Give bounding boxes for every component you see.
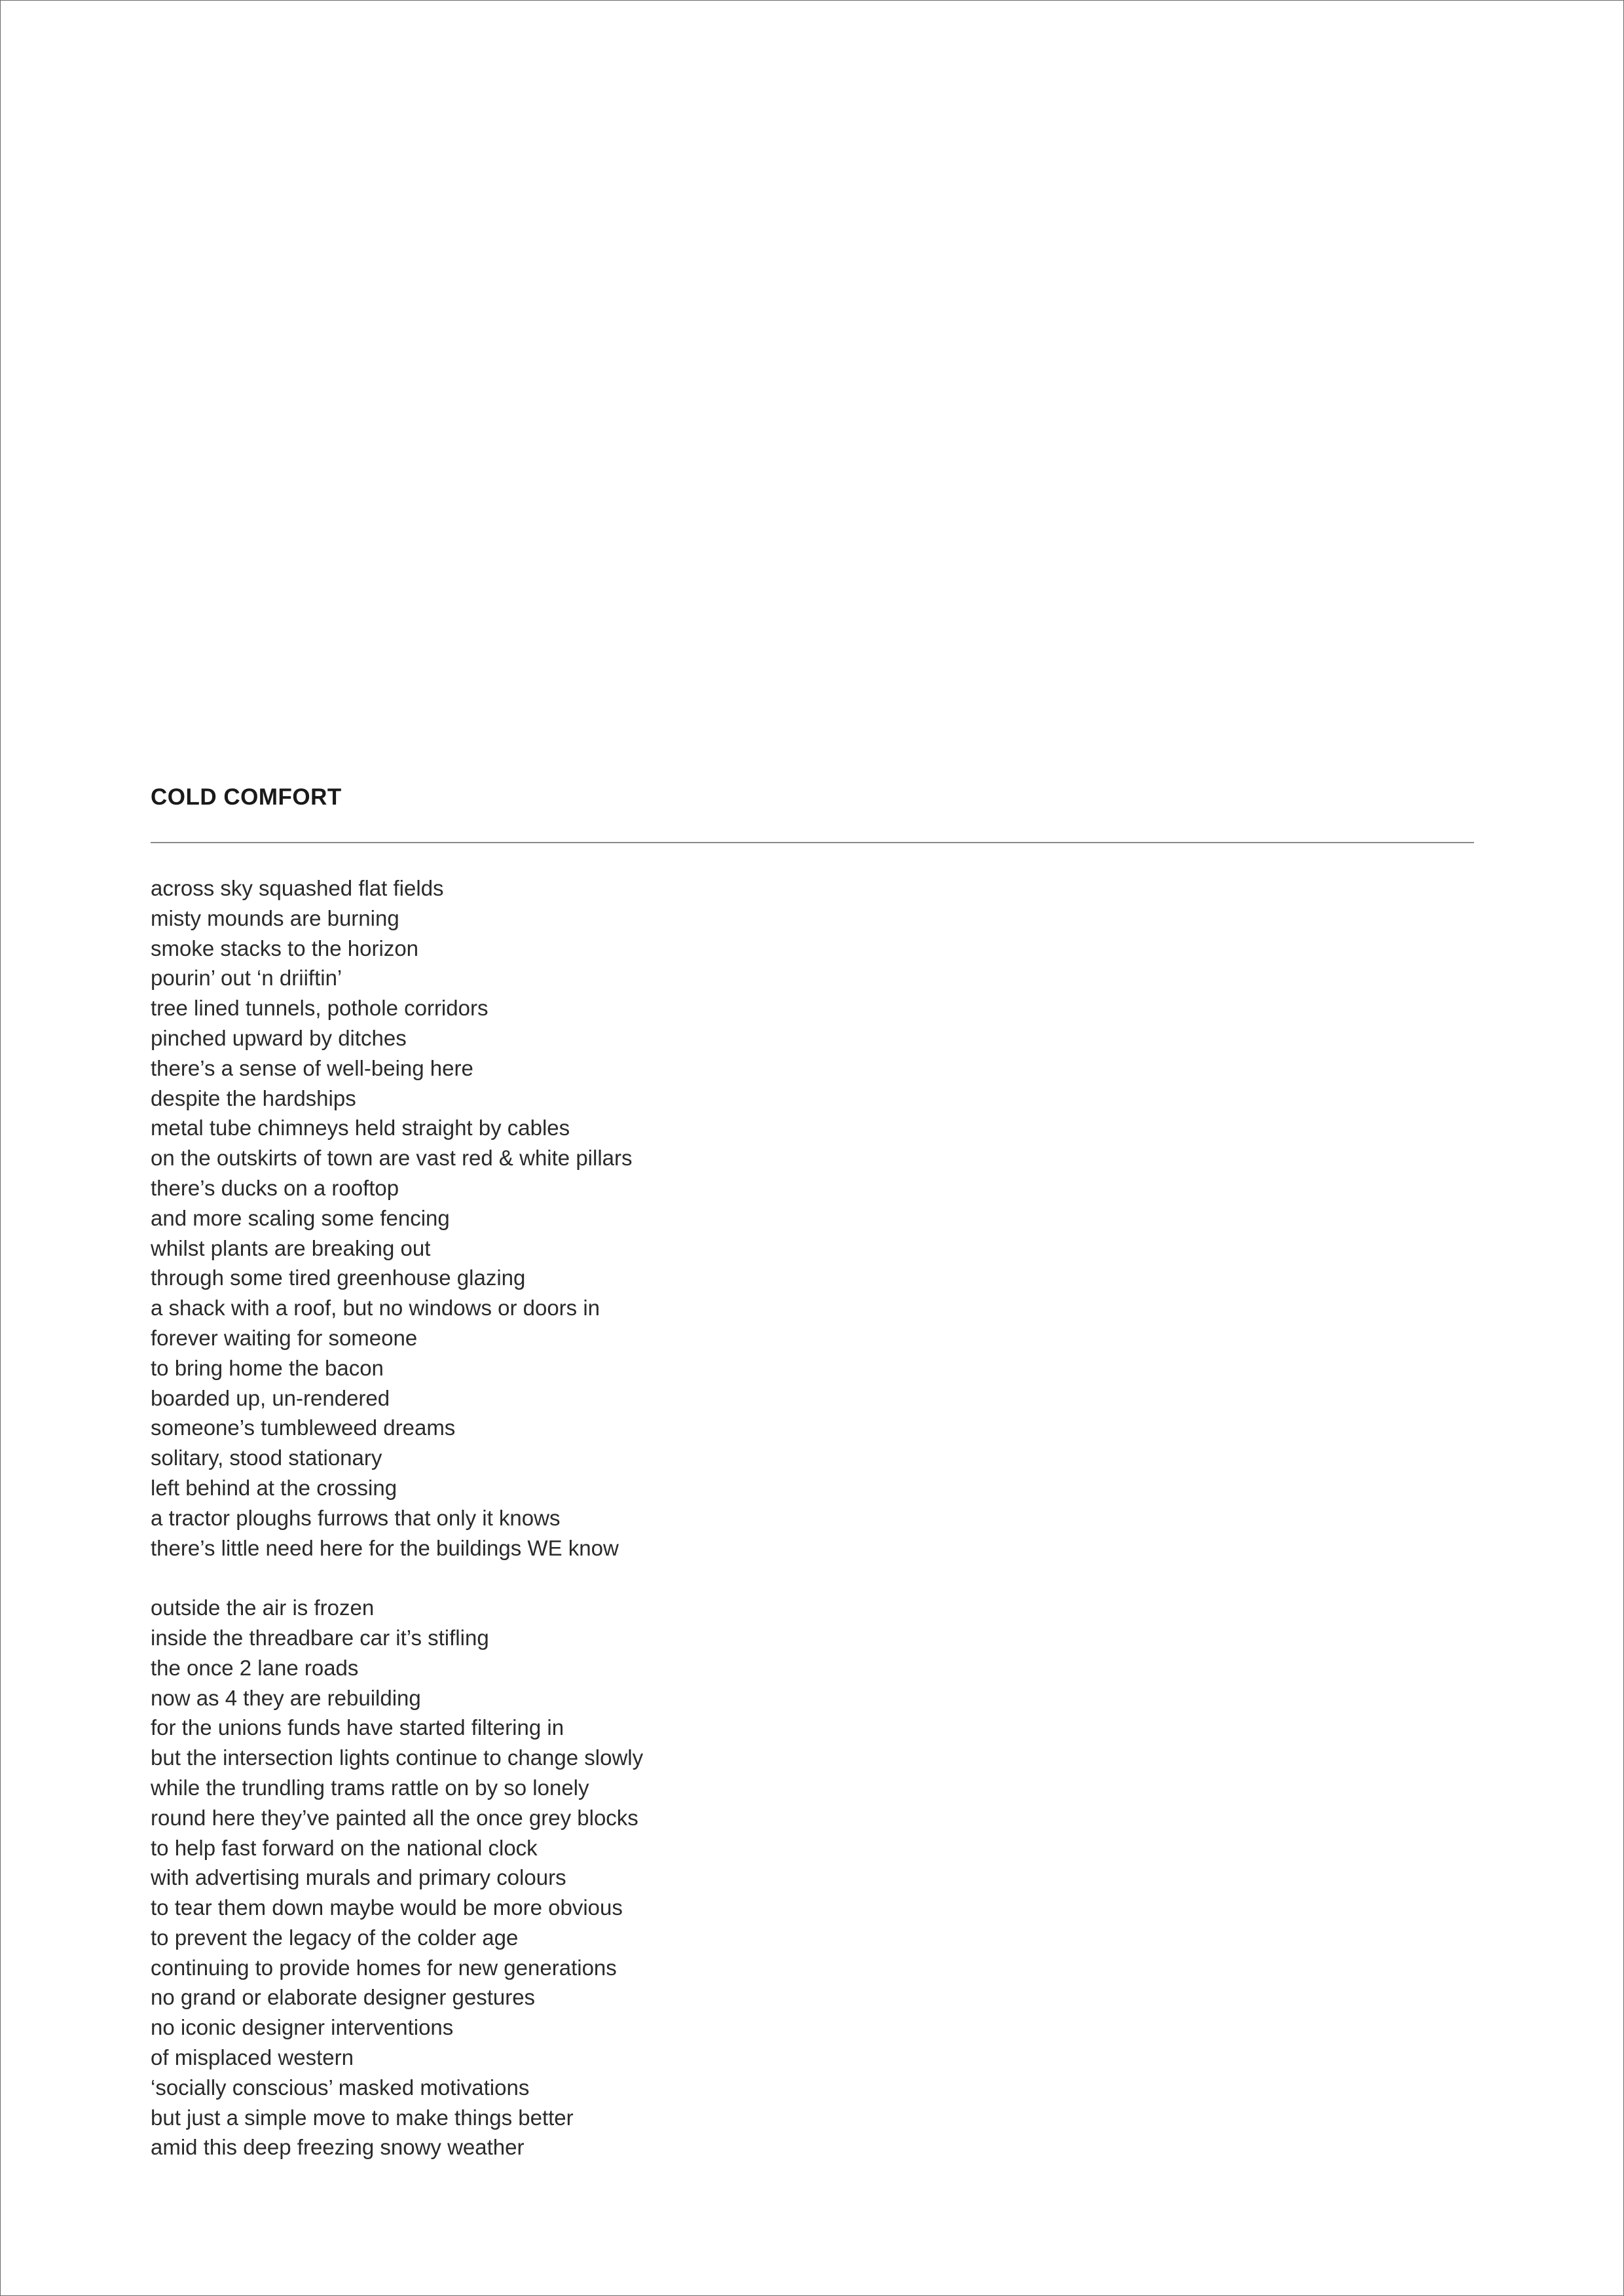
poem-line: a tractor ploughs furrows that only it knows xyxy=(151,1505,561,1530)
poem-line: there’s little need here for the buildings WE know xyxy=(151,1535,619,1560)
poem-line: round here they’ve painted all the once grey blocks xyxy=(151,1805,638,1830)
poem-line: for the unions funds have started filtering in xyxy=(151,1715,564,1740)
poem-line: solitary, stood stationary xyxy=(151,1446,382,1470)
poem-line: metal tube chimneys held straight by cables xyxy=(151,1116,570,1140)
stanza xyxy=(151,873,643,1563)
poem-line: but the intersection lights continue to change slowly xyxy=(151,1745,644,1770)
poem-line: outside the air is frozen xyxy=(151,1595,375,1620)
poem-line: misty mounds are burning xyxy=(151,905,399,930)
poem-title: COLD COMFORT xyxy=(151,784,342,810)
stanza xyxy=(151,1593,643,2162)
poem-line: through some tired greenhouse glazing xyxy=(151,1266,526,1290)
poem-line: boarded up, un-rendered xyxy=(151,1385,390,1410)
poem-line: while the trundling trams rattle on by so lonely xyxy=(151,1775,589,1800)
poem-line: whilst plants are breaking out xyxy=(151,1235,431,1260)
poem-line: there’s a sense of well-being here xyxy=(151,1055,473,1080)
poem-line: pourin’ out ‘n driiftin’ xyxy=(151,966,342,991)
poem-line: and more scaling some fencing xyxy=(151,1205,450,1230)
poem-line: with advertising murals and primary colours xyxy=(151,1865,566,1890)
poem-line: no iconic designer interventions xyxy=(151,2015,454,2040)
poem-line: across sky squashed flat fields xyxy=(151,876,444,900)
poem-line: pinched upward by ditches xyxy=(151,1025,407,1050)
poem-line: inside the threadbare car it’s stifling xyxy=(151,1625,489,1650)
poem-body xyxy=(151,873,643,2162)
poem-line: continuing to provide homes for new generations xyxy=(151,1955,617,1980)
poem-line: someone’s tumbleweed dreams xyxy=(151,1415,456,1440)
poem-line: to help fast forward on the national clock xyxy=(151,1835,538,1860)
poem-line: to prevent the legacy of the colder age xyxy=(151,1925,519,1950)
poem-line: of misplaced western xyxy=(151,2045,354,2070)
poem-line: tree lined tunnels, pothole corridors xyxy=(151,996,489,1021)
poem-line: smoke stacks to the horizon xyxy=(151,936,419,960)
poem-line: but just a simple move to make things better xyxy=(151,2105,574,2130)
title-divider xyxy=(151,842,1474,843)
poem-line: to tear them down maybe would be more obvious xyxy=(151,1895,623,1920)
poem-line: now as 4 they are rebuilding xyxy=(151,1685,421,1710)
poem-line: the once 2 lane roads xyxy=(151,1655,359,1680)
poem-line: to bring home the bacon xyxy=(151,1355,384,1380)
poem-line: on the outskirts of town are vast red & white pillars xyxy=(151,1146,633,1171)
poem-line: despite the hardships xyxy=(151,1085,356,1110)
poem-line: forever waiting for someone xyxy=(151,1325,418,1350)
poem-line: left behind at the crossing xyxy=(151,1475,397,1500)
poem-line: there’s ducks on a rooftop xyxy=(151,1175,399,1200)
poem-line: amid this deep freezing snowy weather xyxy=(151,2135,525,2160)
poem-line: no grand or elaborate designer gestures xyxy=(151,1985,536,2010)
poem-line: a shack with a roof, but no windows or doors in xyxy=(151,1296,600,1321)
poem-line: ‘socially conscious’ masked motivations xyxy=(151,2075,530,2100)
